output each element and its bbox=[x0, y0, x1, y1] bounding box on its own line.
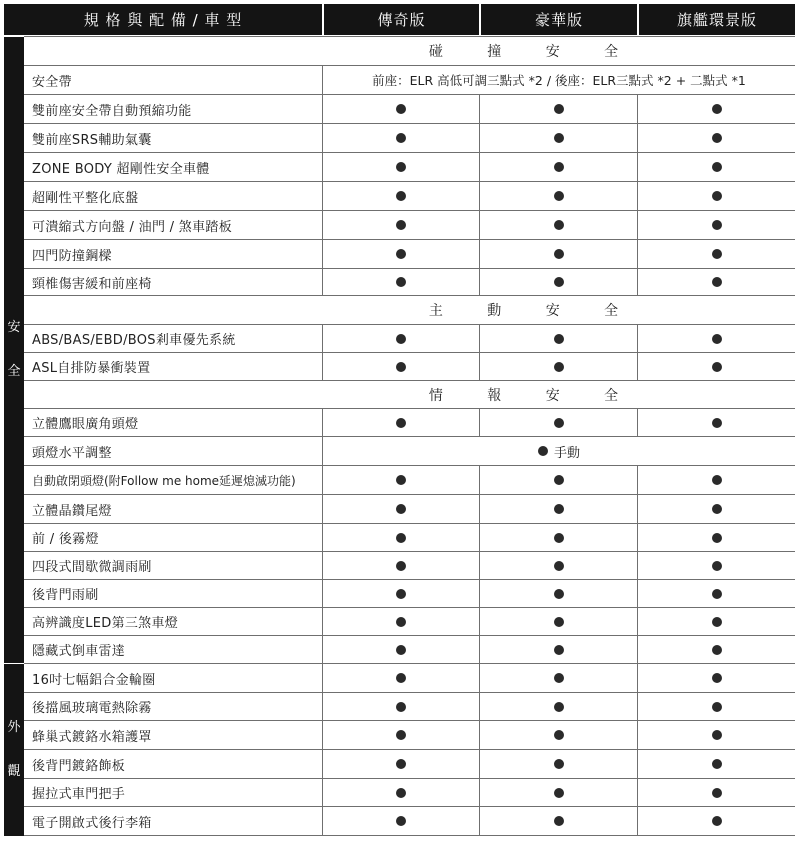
dot-cell bbox=[480, 182, 638, 210]
dot-cell bbox=[323, 608, 480, 635]
section-active-safety: 主 動 安 全 bbox=[24, 296, 795, 325]
trim-header-deluxe: 豪華版 bbox=[481, 4, 637, 35]
row-label: 隱藏式倒車雷達 bbox=[24, 636, 323, 663]
dot-cell bbox=[638, 580, 795, 607]
dot-cell bbox=[638, 124, 795, 152]
dot-cell bbox=[480, 608, 638, 635]
row-label: 前 / 後霧燈 bbox=[24, 524, 323, 551]
dot-cell bbox=[323, 124, 480, 152]
dot-icon bbox=[554, 475, 564, 485]
category-exterior-char-2: 觀 bbox=[7, 764, 21, 779]
dot-cell bbox=[638, 636, 795, 663]
category-safety bbox=[4, 37, 24, 663]
dot-cell bbox=[638, 240, 795, 268]
dot-icon bbox=[712, 334, 722, 344]
row-label: 16吋七幅鋁合金輪圈 bbox=[24, 664, 323, 692]
dot-cell bbox=[323, 693, 480, 720]
row-label: 雙前座安全帶自動預縮功能 bbox=[24, 95, 323, 123]
dot-cell bbox=[480, 325, 638, 352]
seatbelt-spec: 前座：ELR 高低可調三點式 *2 / 後座：ELR三點式 *2 + 二點式 *1 bbox=[372, 73, 746, 88]
row-label: 後背門鍍鉻飾板 bbox=[24, 750, 323, 778]
dot-icon bbox=[396, 673, 406, 683]
dot-cell bbox=[480, 409, 638, 436]
dot-icon bbox=[554, 673, 564, 683]
dot-icon bbox=[554, 133, 564, 143]
dot-icon bbox=[554, 816, 564, 826]
dot-icon bbox=[554, 191, 564, 201]
dot-icon bbox=[554, 334, 564, 344]
dot-cell bbox=[480, 240, 638, 268]
table-row bbox=[24, 95, 795, 124]
row-label: ASL自排防暴衝裝置 bbox=[24, 353, 323, 380]
dot-cell bbox=[480, 636, 638, 663]
dot-icon bbox=[554, 104, 564, 114]
dot-icon bbox=[396, 730, 406, 740]
table-row bbox=[24, 124, 795, 153]
table-row bbox=[24, 807, 795, 836]
trim-header-legend: 傳奇版 bbox=[324, 4, 479, 35]
dot-cell bbox=[323, 95, 480, 123]
dot-cell bbox=[638, 721, 795, 749]
row-label: 自動啟閉頭燈(附Follow me home延遲熄滅功能) bbox=[24, 466, 323, 494]
dot-icon bbox=[554, 561, 564, 571]
dot-icon bbox=[396, 133, 406, 143]
dot-cell bbox=[480, 466, 638, 494]
dot-cell bbox=[480, 524, 638, 551]
dot-cell bbox=[323, 353, 480, 380]
dot-icon bbox=[396, 589, 406, 599]
dot-icon bbox=[712, 533, 722, 543]
dot-icon bbox=[712, 702, 722, 712]
dot-icon bbox=[712, 816, 722, 826]
dot-cell bbox=[480, 552, 638, 579]
dot-icon bbox=[396, 162, 406, 172]
table-row bbox=[24, 182, 795, 211]
table-row bbox=[24, 269, 795, 296]
table-row bbox=[24, 437, 795, 466]
table-row bbox=[24, 409, 795, 437]
dot-icon bbox=[712, 645, 722, 655]
dot-cell bbox=[480, 693, 638, 720]
dot-cell bbox=[638, 211, 795, 239]
dot-cell bbox=[480, 124, 638, 152]
dot-icon bbox=[712, 418, 722, 428]
spec-header: 規 格 與 配 備 / 車 型 bbox=[4, 4, 322, 35]
row-label: 可潰縮式方向盤 / 油門 / 煞車踏板 bbox=[24, 211, 323, 239]
dot-icon bbox=[396, 645, 406, 655]
dot-icon bbox=[554, 589, 564, 599]
dot-icon bbox=[396, 334, 406, 344]
category-safety-char-2: 全 bbox=[7, 364, 21, 379]
dot-cell bbox=[323, 466, 480, 494]
dot-cell bbox=[638, 750, 795, 778]
table-row bbox=[24, 636, 795, 664]
dot-cell bbox=[638, 693, 795, 720]
dot-cell bbox=[638, 524, 795, 551]
dot-cell bbox=[638, 807, 795, 835]
row-label: 握拉式車門把手 bbox=[24, 779, 323, 806]
dot-cell bbox=[323, 495, 480, 523]
dot-cell bbox=[480, 807, 638, 835]
dot-cell bbox=[480, 664, 638, 692]
dot-cell bbox=[638, 409, 795, 436]
dot-cell bbox=[323, 269, 480, 295]
category-exterior bbox=[4, 664, 24, 836]
table-row bbox=[24, 664, 795, 693]
dot-icon bbox=[712, 104, 722, 114]
dot-cell bbox=[323, 636, 480, 663]
table-row bbox=[24, 466, 795, 495]
dot-icon bbox=[396, 561, 406, 571]
dot-icon bbox=[712, 589, 722, 599]
dot-cell bbox=[323, 211, 480, 239]
dot-icon bbox=[712, 162, 722, 172]
row-label: 立體鷹眼廣角頭燈 bbox=[24, 409, 323, 436]
dot-icon bbox=[712, 362, 722, 372]
section-collision-safety: 碰 撞 安 全 bbox=[24, 37, 795, 66]
dot-icon bbox=[396, 533, 406, 543]
table-row bbox=[24, 552, 795, 580]
dot-icon bbox=[712, 617, 722, 627]
dot-cell bbox=[480, 721, 638, 749]
dot-icon bbox=[554, 162, 564, 172]
dot-cell bbox=[480, 95, 638, 123]
dot-cell bbox=[323, 409, 480, 436]
row-label: ABS/BAS/EBD/BOS剎車優先系統 bbox=[24, 325, 323, 352]
table-row bbox=[24, 325, 795, 353]
dot-icon bbox=[538, 446, 548, 456]
dot-icon bbox=[554, 220, 564, 230]
dot-icon bbox=[712, 561, 722, 571]
dot-cell bbox=[638, 495, 795, 523]
dot-cell bbox=[323, 807, 480, 835]
dot-icon bbox=[554, 418, 564, 428]
dot-cell bbox=[323, 580, 480, 607]
dot-icon bbox=[554, 759, 564, 769]
dot-icon bbox=[712, 475, 722, 485]
dot-icon bbox=[396, 249, 406, 259]
dot-cell bbox=[323, 524, 480, 551]
dot-cell bbox=[323, 664, 480, 692]
dot-cell bbox=[480, 750, 638, 778]
dot-cell bbox=[323, 182, 480, 210]
category-safety-char-1: 安 bbox=[7, 320, 21, 335]
row-label: 後擋風玻璃電熱除霧 bbox=[24, 693, 323, 720]
dot-cell bbox=[480, 269, 638, 295]
dot-icon bbox=[712, 249, 722, 259]
table-row bbox=[24, 750, 795, 779]
dot-icon bbox=[712, 730, 722, 740]
table-row bbox=[24, 524, 795, 552]
dot-icon bbox=[712, 504, 722, 514]
dot-cell bbox=[480, 779, 638, 806]
dot-icon bbox=[554, 504, 564, 514]
dot-cell bbox=[323, 779, 480, 806]
dot-icon bbox=[396, 816, 406, 826]
dot-cell bbox=[480, 495, 638, 523]
dot-icon bbox=[396, 191, 406, 201]
dot-cell bbox=[638, 325, 795, 352]
dot-cell bbox=[638, 353, 795, 380]
dot-cell bbox=[480, 211, 638, 239]
row-label: 雙前座SRS輔助氣囊 bbox=[24, 124, 323, 152]
dot-cell bbox=[480, 153, 638, 181]
dot-icon bbox=[396, 759, 406, 769]
row-label: ZONE BODY 超剛性安全車體 bbox=[24, 153, 323, 181]
dot-icon bbox=[554, 249, 564, 259]
dot-cell bbox=[638, 552, 795, 579]
dot-cell bbox=[323, 750, 480, 778]
dot-cell bbox=[323, 153, 480, 181]
category-exterior-char-1: 外 bbox=[7, 720, 21, 735]
row-label: 安全帶 bbox=[24, 66, 323, 94]
table-row bbox=[24, 693, 795, 721]
dot-cell bbox=[323, 325, 480, 352]
dot-cell bbox=[323, 552, 480, 579]
dot-icon bbox=[712, 133, 722, 143]
dot-icon bbox=[396, 220, 406, 230]
dot-icon bbox=[396, 104, 406, 114]
row-label: 高辨識度LED第三煞車燈 bbox=[24, 608, 323, 635]
table-row bbox=[24, 353, 795, 381]
headlight-level-spec bbox=[323, 437, 795, 465]
dot-icon bbox=[396, 504, 406, 514]
dot-icon bbox=[712, 220, 722, 230]
row-label: 四段式間歇微調雨刷 bbox=[24, 552, 323, 579]
section-info-safety: 情 報 安 全 bbox=[24, 381, 795, 409]
dot-icon bbox=[396, 475, 406, 485]
dot-icon bbox=[396, 788, 406, 798]
row-label: 超剛性平整化底盤 bbox=[24, 182, 323, 210]
trim-header-flagship: 旗艦環景版 bbox=[639, 4, 795, 35]
table-row bbox=[24, 240, 795, 269]
row-label: 頸椎傷害緩和前座椅 bbox=[24, 269, 323, 295]
table-row bbox=[24, 580, 795, 608]
dot-cell bbox=[638, 95, 795, 123]
dot-cell bbox=[323, 721, 480, 749]
row-label: 立體晶鑽尾燈 bbox=[24, 495, 323, 523]
dot-icon bbox=[712, 277, 722, 287]
dot-cell bbox=[638, 608, 795, 635]
table-row bbox=[24, 608, 795, 636]
row-label: 蜂巢式鍍鉻水箱護罩 bbox=[24, 721, 323, 749]
dot-cell bbox=[480, 580, 638, 607]
dot-cell bbox=[323, 240, 480, 268]
dot-icon bbox=[712, 191, 722, 201]
dot-icon bbox=[554, 788, 564, 798]
dot-icon bbox=[396, 617, 406, 627]
dot-icon bbox=[554, 617, 564, 627]
table-row bbox=[24, 495, 795, 524]
dot-icon bbox=[554, 702, 564, 712]
row-label: 頭燈水平調整 bbox=[24, 437, 323, 465]
dot-cell bbox=[638, 779, 795, 806]
dot-cell bbox=[638, 466, 795, 494]
dot-icon bbox=[712, 673, 722, 683]
dot-icon bbox=[554, 277, 564, 287]
row-label: 後背門雨刷 bbox=[24, 580, 323, 607]
dot-cell bbox=[638, 269, 795, 295]
dot-icon bbox=[554, 362, 564, 372]
table-row bbox=[24, 211, 795, 240]
table-row bbox=[24, 721, 795, 750]
dot-icon bbox=[712, 759, 722, 769]
dot-icon bbox=[554, 645, 564, 655]
row-label: 四門防撞鋼樑 bbox=[24, 240, 323, 268]
table-row bbox=[24, 153, 795, 182]
dot-icon bbox=[554, 533, 564, 543]
dot-icon bbox=[396, 702, 406, 712]
dot-icon bbox=[396, 277, 406, 287]
dot-cell bbox=[638, 664, 795, 692]
row-label: 電子開啟式後行李箱 bbox=[24, 807, 323, 835]
dot-cell bbox=[480, 353, 638, 380]
dot-cell bbox=[638, 182, 795, 210]
table-row bbox=[24, 779, 795, 807]
dot-icon bbox=[396, 362, 406, 372]
dot-icon bbox=[554, 730, 564, 740]
dot-icon bbox=[396, 418, 406, 428]
table-row bbox=[24, 66, 795, 95]
dot-cell bbox=[638, 153, 795, 181]
dot-icon bbox=[712, 788, 722, 798]
manual-note: 手動 bbox=[553, 445, 580, 461]
